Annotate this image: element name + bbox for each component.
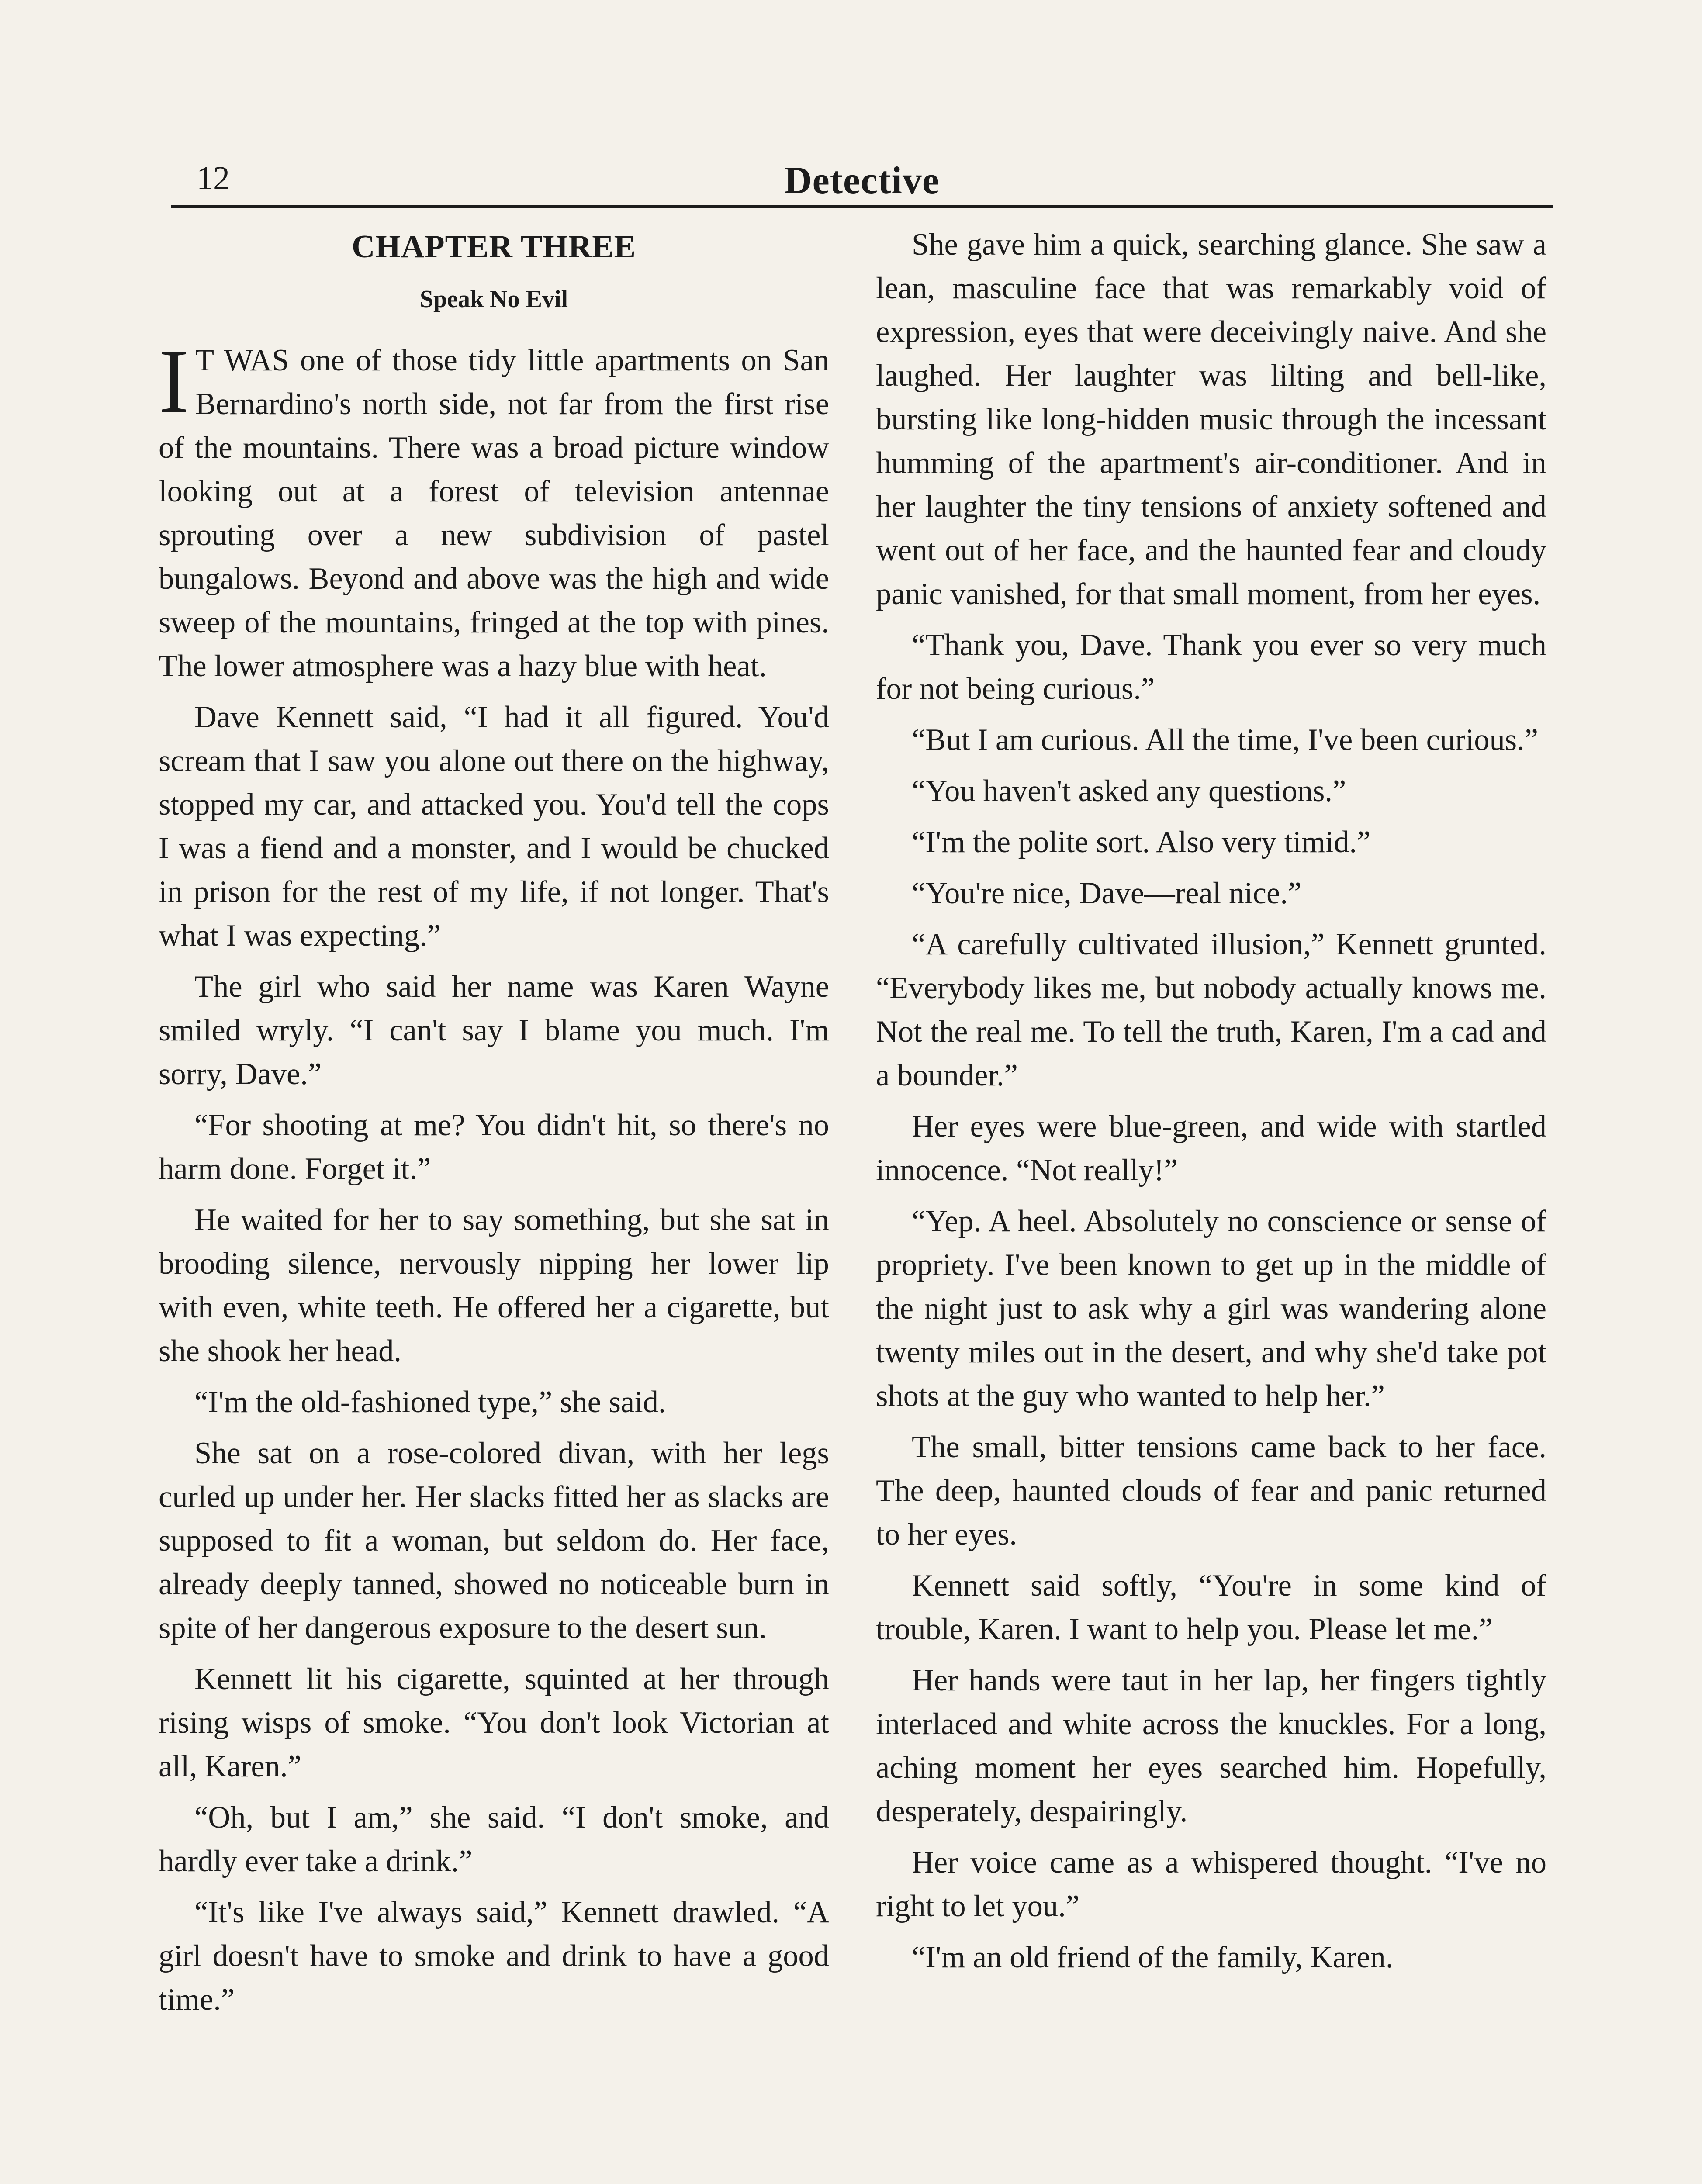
paragraph: “I'm an old friend of the family, Karen.: [912, 1940, 1394, 1974]
paragraph: “A carefully cultivated illusion,” Kennett grunted. “Everybody likes me, but nobody actually knows me. Not the real me. To tell the truth, Karen, I'm a cad and a bounder.”: [876, 927, 1546, 1092]
paragraph: “But I am curious. All the time, I've been curious.”: [912, 723, 1539, 757]
paragraph: She sat on a rose-colored divan, with her legs curled up under her. Her slacks fitted her as slacks are supposed to fit a woman, but seldom do. Her face, already deeply tanned, showed no noticeable burn in spite of her dangerous exposure to the desert sun.: [159, 1436, 829, 1645]
chapter-subtitle: Speak No Evil: [419, 286, 568, 313]
paragraph: The small, bitter tensions came back to her face. The deep, haunted clouds of fear and panic returned to her eyes.: [876, 1430, 1546, 1552]
page-number: 12: [197, 160, 230, 197]
header-rule: [171, 205, 1553, 208]
paragraph-text: T WAS one of those tidy little apartments on San Bernardino's north side, not far from the first rise of the mountains. There was a broad picture window looking out at a forest of television antennae sprouting over a new subdivision of pastel bungalows. Beyond and above was the high and wide sweep of the mountains, fringed at the top with pines. The lower atmosphere was a hazy blue with heat.: [159, 343, 829, 683]
paragraph: Her hands were taut in her lap, her fingers tightly interlaced and white across the knuckles. For a long, aching moment her eyes searched him. Hopefully, desperately, despairingly.: [876, 1663, 1546, 1828]
paragraph: Kennett lit his cigarette, squinted at her through rising wisps of smoke. “You don't look Victorian at all, Karen.”: [159, 1662, 829, 1783]
paragraph: Her eyes were blue-green, and wide with startled innocence. “Not really!”: [876, 1109, 1546, 1187]
paragraph: “I'm the old-fashioned type,” she said.: [194, 1385, 666, 1419]
paragraph: He waited for her to say something, but she sat in brooding silence, nervously nipping her lower lip with even, white teeth. He offered her a cigarette, but she shook her head.: [159, 1203, 829, 1368]
right-column: [876, 223, 1546, 1987]
paragraph: “For shooting at me? You didn't hit, so there's no harm done. Forget it.”: [159, 1108, 829, 1186]
paragraph: The girl who said her name was Karen Wayne smiled wryly. “I can't say I blame you much. I'm sorry, Dave.”: [159, 970, 829, 1091]
paragraph: She gave him a quick, searching glance. She saw a lean, masculine face that was remarkably void of expression, eyes that were deceivingly naive. And she laughed. Her laughter was lilting and bell-like, bursting like long-hidden music through the incessant humming of the apartment's air-conditioner. And in her laughter the tiny tensions of anxiety softened and went out of her face, and the haunted fear and cloudy panic vanished, for that small moment, from her eyes.: [876, 228, 1546, 611]
paragraph: “Oh, but I am,” she said. “I don't smoke, and hardly ever take a drink.”: [159, 1800, 829, 1878]
paragraph: Her voice came as a whispered thought. “I've no right to let you.”: [876, 1845, 1546, 1923]
paragraph: “It's like I've always said,” Kennett drawled. “A girl doesn't have to smoke and drink to have a good time.”: [159, 1895, 829, 2017]
chapter-title: CHAPTER THREE: [351, 229, 637, 265]
paragraph: Dave Kennett said, “I had it all figured. You'd scream that I saw you alone out there on the highway, stopped my car, and attacked you. You'd tell the cops I was a fiend and a monster, and I would be chucked in prison for the rest of my life, if not longer. That's what I was expecting.”: [159, 700, 829, 953]
paragraph: “Yep. A heel. Absolutely no conscience or sense of propriety. I've been known to get up in the middle of the night just to ask why a girl was wandering alone twenty miles out in the desert, and why she'd take pot shots at the guy who wanted to help her.”: [876, 1204, 1546, 1413]
paragraph: “You haven't asked any questions.”: [912, 774, 1346, 808]
paragraph: Kennett said softly, “You're in some kind of trouble, Karen. I want to help you. Please let me.”: [876, 1569, 1546, 1646]
paragraph: “Thank you, Dave. Thank you ever so very much for not being curious.”: [876, 628, 1546, 706]
page-header: [171, 155, 1553, 207]
paragraph: “You're nice, Dave—real nice.”: [912, 876, 1302, 910]
drop-cap: I: [159, 331, 189, 432]
left-column: [159, 223, 829, 2029]
paragraph: [159, 331, 829, 688]
paragraph: “I'm the polite sort. Also very timid.”: [912, 825, 1371, 859]
magazine-title: Detective: [784, 159, 940, 202]
